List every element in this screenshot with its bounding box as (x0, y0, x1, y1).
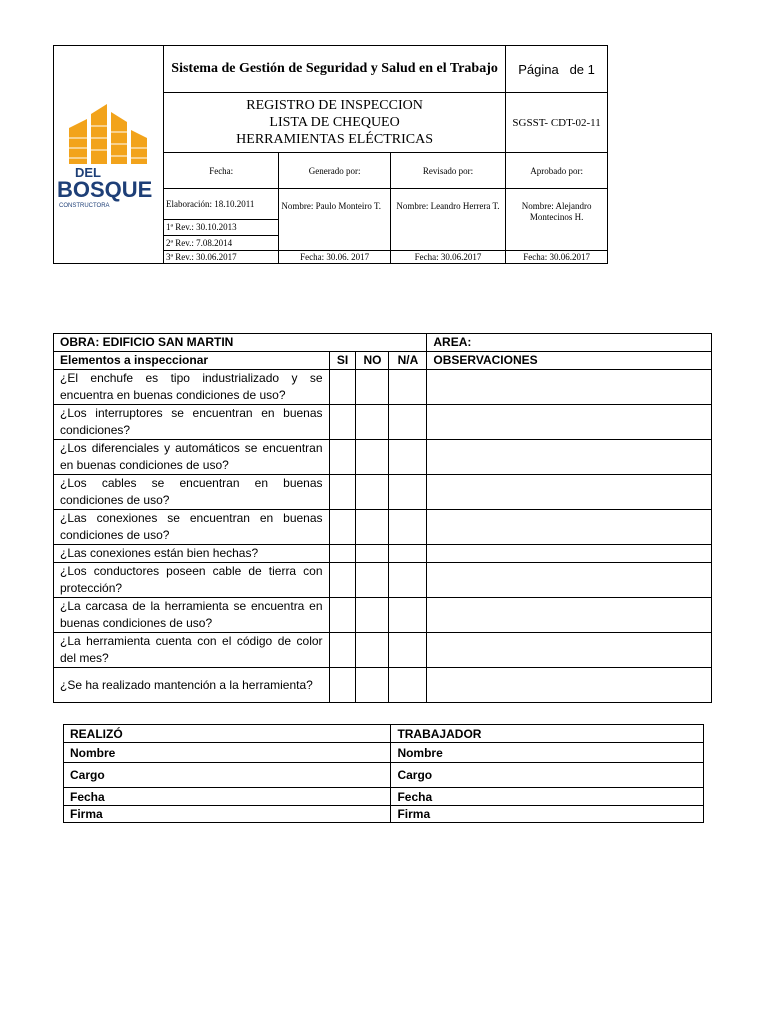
si-cell[interactable] (329, 370, 356, 405)
no-cell[interactable] (356, 370, 389, 405)
revisado-cell (390, 189, 505, 251)
checklist-row (54, 510, 712, 545)
na-cell[interactable] (389, 510, 427, 545)
revisado-label: Revisado por: (390, 153, 505, 189)
fecha-label: Fecha: (163, 153, 278, 189)
svg-text:CONSTRUCTORA: CONSTRUCTORA (59, 203, 111, 209)
realizo-nombre[interactable]: Nombre (64, 743, 391, 763)
observaciones-cell[interactable] (427, 545, 712, 563)
area-label: AREA: (427, 334, 712, 352)
trabajador-firma[interactable]: Firma (391, 806, 704, 823)
no-cell[interactable] (356, 668, 389, 703)
observaciones-cell[interactable] (427, 510, 712, 545)
observaciones-cell[interactable] (427, 668, 712, 703)
si-cell[interactable] (329, 440, 356, 475)
revisado-nombre: Nombre: Leandro Herrera T. (396, 201, 500, 211)
no-cell[interactable] (356, 510, 389, 545)
no-cell[interactable] (356, 563, 389, 598)
checklist-question: ¿La herramienta cuenta con el código de color del mes? (54, 633, 330, 668)
si-cell[interactable] (329, 563, 356, 598)
na-cell[interactable] (389, 563, 427, 598)
checklist-question: ¿La carcasa de la herramienta se encuentra en buenas condiciones de uso? (54, 598, 330, 633)
si-cell[interactable] (329, 633, 356, 668)
col-na: N/A (389, 352, 427, 370)
na-cell[interactable] (389, 545, 427, 563)
doc-title-line3: HERRAMIENTAS ELÉCTRICAS (236, 132, 433, 147)
revisado-fecha: Fecha: 30.06.2017 (390, 251, 505, 264)
checklist-row (54, 633, 712, 668)
generado-cell (279, 189, 390, 251)
doc-title-line2: LISTA DE CHEQUEO (269, 115, 400, 130)
col-observaciones: OBSERVACIONES (427, 352, 712, 370)
checklist-question: ¿El enchufe es tipo industrializado y se encuentra en buenas condiciones de uso? (54, 370, 330, 405)
col-si: SI (329, 352, 356, 370)
rev1-date: 1ª Rev.: 30.10.2013 (163, 220, 278, 236)
svg-text:BOSQUE: BOSQUE (57, 177, 153, 202)
aprobado-nombre: Nombre: Alejandro Montecinos H. (521, 201, 592, 222)
aprobado-cell (506, 189, 608, 251)
document-code: SGSST- CDT-02-11 (506, 93, 608, 153)
na-cell[interactable] (389, 405, 427, 440)
si-cell[interactable] (329, 668, 356, 703)
checklist-question: ¿Los interruptores se encuentran en buenas condiciones? (54, 405, 330, 440)
checklist-row (54, 440, 712, 475)
observaciones-cell[interactable] (427, 633, 712, 668)
rev2-date: 2ª Rev.: 7.08.2014 (163, 236, 278, 251)
si-cell[interactable] (329, 405, 356, 440)
company-logo (55, 92, 161, 212)
checklist-question: ¿Las conexiones se encuentran en buenas condiciones de uso? (54, 510, 330, 545)
checklist-question: ¿Los cables se encuentran en buenas condiciones de uso? (54, 475, 330, 510)
trabajador-fecha[interactable]: Fecha (391, 788, 704, 806)
si-cell[interactable] (329, 475, 356, 510)
svg-text:DEL: DEL (75, 165, 102, 180)
si-cell[interactable] (329, 545, 356, 563)
si-cell[interactable] (329, 598, 356, 633)
no-cell[interactable] (356, 598, 389, 633)
checklist-row (54, 405, 712, 440)
generado-label: Generado por: (279, 153, 390, 189)
realizo-cargo[interactable]: Cargo (64, 763, 391, 788)
no-cell[interactable] (356, 405, 389, 440)
inspection-checklist (53, 333, 712, 703)
aprobado-fecha: Fecha: 30.06.2017 (506, 251, 608, 264)
checklist-row (54, 370, 712, 405)
no-cell[interactable] (356, 475, 389, 510)
checklist-row (54, 545, 712, 563)
checklist-question: ¿Las conexiones están bien hechas? (54, 545, 330, 563)
trabajador-header: TRABAJADOR (391, 725, 704, 743)
realizo-firma[interactable]: Firma (64, 806, 391, 823)
elaboracion-date: Elaboración: 18.10.2011 (163, 189, 278, 220)
document-header (53, 45, 608, 264)
no-cell[interactable] (356, 633, 389, 668)
checklist-row (54, 475, 712, 510)
observaciones-cell[interactable] (427, 598, 712, 633)
observaciones-cell[interactable] (427, 475, 712, 510)
na-cell[interactable] (389, 475, 427, 510)
trabajador-cargo[interactable]: Cargo (391, 763, 704, 788)
page-label: Página de 1 (506, 46, 608, 93)
observaciones-cell[interactable] (427, 405, 712, 440)
document-title (163, 93, 505, 153)
signoff-table (63, 724, 704, 823)
system-title: Sistema de Gestión de Seguridad y Salud en el Trabajo (163, 46, 505, 93)
si-cell[interactable] (329, 510, 356, 545)
generado-fecha: Fecha: 30.06. 2017 (279, 251, 390, 264)
col-elementos: Elementos a inspeccionar (54, 352, 330, 370)
observaciones-cell[interactable] (427, 370, 712, 405)
obra-label: OBRA: EDIFICIO SAN MARTIN (54, 334, 427, 352)
na-cell[interactable] (389, 633, 427, 668)
no-cell[interactable] (356, 545, 389, 563)
checklist-row (54, 668, 712, 703)
realizo-fecha[interactable]: Fecha (64, 788, 391, 806)
na-cell[interactable] (389, 668, 427, 703)
observaciones-cell[interactable] (427, 440, 712, 475)
na-cell[interactable] (389, 370, 427, 405)
company-logo-cell (54, 46, 164, 264)
checklist-row (54, 563, 712, 598)
checklist-row (54, 598, 712, 633)
generado-nombre: Nombre: Paulo Monteiro T. (281, 201, 382, 211)
na-cell[interactable] (389, 440, 427, 475)
col-no: NO (356, 352, 389, 370)
aprobado-label: Aprobado por: (506, 153, 608, 189)
na-cell[interactable] (389, 598, 427, 633)
observaciones-cell[interactable] (427, 563, 712, 598)
rev3-date: 3ª Rev.: 30.06.2017 (163, 251, 278, 264)
no-cell[interactable] (356, 440, 389, 475)
checklist-question: ¿Los conductores poseen cable de tierra con protección? (54, 563, 330, 598)
checklist-question: ¿Los diferenciales y automáticos se encuentran en buenas condiciones de uso? (54, 440, 330, 475)
checklist-question: ¿Se ha realizado mantención a la herramienta? (54, 668, 330, 703)
trabajador-nombre[interactable]: Nombre (391, 743, 704, 763)
doc-title-line1: REGISTRO DE INSPECCION (246, 98, 423, 113)
realizo-header: REALIZÓ (64, 725, 391, 743)
